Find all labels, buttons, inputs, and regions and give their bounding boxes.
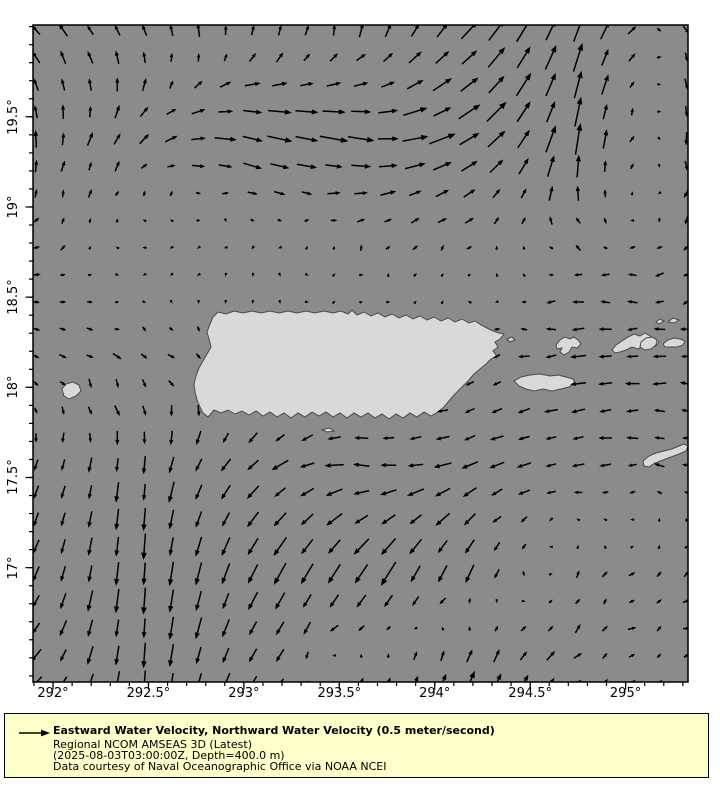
x-tick-label: 292.5° bbox=[126, 686, 171, 701]
y-tick-label: 18.5° bbox=[6, 279, 21, 315]
legend-box bbox=[4, 713, 709, 778]
x-tick-label: 294.5° bbox=[508, 686, 553, 701]
x-tick-label: 295° bbox=[609, 686, 642, 701]
legend-title: Eastward Water Velocity, Northward Water Velocity (0.5 meter/second) bbox=[53, 724, 495, 737]
x-tick-label: 293° bbox=[228, 686, 260, 701]
legend-model-line: Regional NCOM AMSEAS 3D (Latest) bbox=[53, 738, 252, 751]
y-tick-label: 19° bbox=[6, 195, 21, 219]
legend-time-depth-line: (2025-08-03T03:00:00Z, Depth=400.0 m) bbox=[53, 749, 285, 762]
y-tick-label: 18° bbox=[6, 375, 21, 399]
reference-arrow-icon bbox=[17, 726, 53, 740]
x-tick-label: 293.5° bbox=[317, 686, 362, 701]
y-tick-label: 19.5° bbox=[6, 99, 21, 135]
y-tick-label: 17° bbox=[6, 556, 21, 580]
x-tick-label: 294° bbox=[419, 686, 451, 701]
x-tick-label: 292° bbox=[37, 686, 69, 701]
y-tick-label: 17.5° bbox=[6, 459, 21, 496]
legend-courtesy-line: Data courtesy of Naval Oceanographic Office via NOAA NCEI bbox=[53, 760, 387, 773]
